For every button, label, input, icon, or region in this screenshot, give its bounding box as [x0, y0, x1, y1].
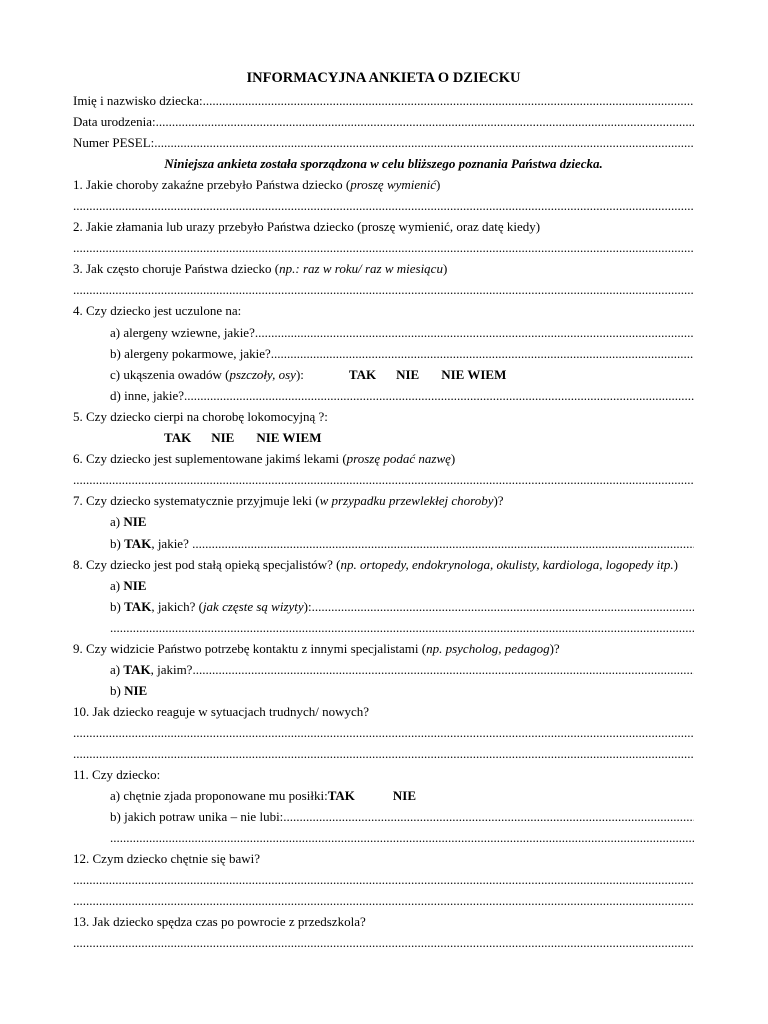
question-2-text: 2. Jakie złamania lub urazy przebyło Państwa dziecko (proszę wymienić, oraz datę kiedy): [73, 219, 541, 234]
answer-10-line-1[interactable]: [73, 724, 694, 742]
field-birth-label: Data urodzenia:: [73, 114, 156, 129]
question-4a-dots[interactable]: [255, 324, 694, 342]
answer-dots[interactable]: [73, 892, 694, 910]
question-4c-row: [110, 366, 694, 384]
question-6-close: ): [450, 451, 456, 466]
question-6-text: 6. Czy dziecko jest suplementowane jakimś lekami (: [73, 451, 347, 466]
question-9a-dots[interactable]: [192, 661, 694, 679]
question-8b-dots[interactable]: [312, 598, 694, 616]
answer-13-line[interactable]: [73, 934, 694, 952]
answer-10-line-2[interactable]: [73, 745, 694, 763]
question-4a-row[interactable]: [110, 324, 694, 342]
option-tak[interactable]: TAK: [124, 536, 152, 551]
option-nie[interactable]: NIE: [211, 430, 235, 445]
question-11b-text: b) jakich potraw unika – nie lubi:: [110, 809, 284, 824]
option-tak[interactable]: TAK: [124, 599, 152, 614]
answer-dots[interactable]: [73, 239, 694, 257]
question-11: [73, 766, 694, 784]
option-nie[interactable]: NIE: [123, 514, 147, 529]
answer-12-line-1[interactable]: [73, 871, 694, 889]
answer-6-line[interactable]: [73, 471, 694, 489]
question-8a-prefix: a): [110, 578, 121, 593]
question-4b-label: b) alergeny pokarmowe, jakie?: [110, 346, 271, 361]
question-7: [73, 492, 694, 510]
answer-3-line[interactable]: [73, 281, 694, 299]
question-11b-dots[interactable]: [283, 808, 694, 826]
option-tak[interactable]: TAK: [348, 367, 377, 382]
question-11b-row[interactable]: [110, 808, 694, 826]
question-5: [73, 408, 694, 426]
question-4b-dots[interactable]: [271, 345, 694, 363]
question-4c-text: c) ukąszenia owadów (: [110, 367, 230, 382]
intro-text: Niniejsza ankieta została sporządzona w celu bliższego poznania Państwa dziecka.: [164, 156, 603, 171]
question-4: [73, 302, 694, 320]
field-name-label: Imię i nazwisko dziecka:: [73, 93, 203, 108]
question-11a-text: a) chętnie zjada proponowane mu posiłki:: [110, 788, 328, 803]
answer-dots[interactable]: [73, 471, 694, 489]
option-nie[interactable]: NIE: [392, 788, 417, 803]
field-birth-row[interactable]: [73, 113, 694, 131]
question-4b-row[interactable]: [110, 345, 694, 363]
question-4d-row[interactable]: [110, 387, 694, 405]
field-name-row[interactable]: [73, 92, 694, 110]
question-3-text: 3. Jak często choruje Państwa dziecko (: [73, 261, 280, 276]
question-10: [73, 703, 694, 721]
page-title: INFORMACYJNA ANKIETA O DZIECKU: [246, 70, 521, 86]
option-tak[interactable]: TAK: [123, 662, 151, 677]
question-9-close: )?: [549, 641, 560, 656]
question-8-hint: np. ortopedy, endokrynologa, okulisty, kardiologa, logopedy itp.: [340, 557, 674, 572]
option-nie-wiem[interactable]: NIE WIEM: [441, 367, 507, 382]
field-pesel-row[interactable]: [73, 134, 694, 152]
question-8b-row[interactable]: [110, 598, 694, 616]
question-1-hint: proszę wymienić: [350, 177, 437, 192]
question-5-options: [164, 429, 464, 447]
question-11-text: 11. Czy dziecko:: [73, 767, 161, 782]
question-3-close: ): [442, 261, 448, 276]
answer-dots[interactable]: [110, 619, 694, 637]
field-pesel-dots[interactable]: [154, 134, 694, 152]
question-8a-row[interactable]: [110, 577, 694, 595]
answer-2-line[interactable]: [73, 239, 694, 257]
option-nie[interactable]: NIE: [123, 578, 147, 593]
question-7-close: )?: [493, 493, 504, 508]
question-9a-rest: , jakim?: [150, 662, 193, 677]
answer-dots[interactable]: [73, 197, 694, 215]
question-9a-row[interactable]: [110, 661, 694, 679]
question-9b-row[interactable]: [110, 682, 694, 700]
question-8b-rest: , jakich? (: [151, 599, 203, 614]
question-7a-row[interactable]: [110, 513, 694, 531]
answer-1-line[interactable]: [73, 197, 694, 215]
question-8-text: 8. Czy dziecko jest pod stałą opieką specjalistów? (: [73, 557, 341, 572]
question-8: [73, 556, 694, 574]
question-10-text: 10. Jak dziecko reaguje w sytuacjach trudnych/ nowych?: [73, 704, 370, 719]
question-7b-prefix: b): [110, 536, 121, 551]
option-nie[interactable]: NIE: [124, 683, 148, 698]
question-9-hint: np. psycholog, pedagog: [426, 641, 550, 656]
answer-dots[interactable]: [73, 934, 694, 952]
question-8b-hint: jak częste są wizyty: [202, 599, 304, 614]
question-1: [73, 176, 694, 194]
question-4c-hint: pszczoły, osy: [229, 367, 296, 382]
question-4-text: 4. Czy dziecko jest uczulone na:: [73, 303, 242, 318]
question-12-text: 12. Czym dziecko chętnie się bawi?: [73, 851, 260, 866]
field-pesel-label: Numer PESEL:: [73, 135, 155, 150]
question-7-hint: w przypadku przewlekłej choroby: [319, 493, 494, 508]
answer-12-line-2[interactable]: [73, 892, 694, 910]
question-1-text: 1. Jakie choroby zakaźne przebyło Państwa dziecko (: [73, 177, 351, 192]
question-7b-row[interactable]: [110, 535, 694, 553]
answer-11-line[interactable]: [110, 829, 694, 847]
question-7b-dots[interactable]: [192, 535, 694, 553]
question-9a-prefix: a): [110, 662, 121, 677]
question-5-text: 5. Czy dziecko cierpi na chorobę lokomocyjną ?:: [73, 409, 328, 424]
question-8b-prefix: b): [110, 599, 121, 614]
question-13-text: 13. Jak dziecko spędza czas po powrocie z przedszkola?: [73, 914, 366, 929]
question-4a-label: a) alergeny wziewne, jakie?: [110, 325, 255, 340]
option-tak[interactable]: TAK: [327, 788, 355, 803]
field-birth-dots[interactable]: [156, 113, 694, 131]
question-2: [73, 218, 694, 236]
question-7a-prefix: a): [110, 514, 121, 529]
question-3-hint: np.: raz w roku/ raz w miesiącu: [279, 261, 443, 276]
question-9b-prefix: b): [110, 683, 121, 698]
option-nie[interactable]: NIE: [396, 367, 420, 382]
question-9-text: 9. Czy widzicie Państwo potrzebę kontaktu z innymi specjalistami (: [73, 641, 427, 656]
question-3: [73, 260, 694, 278]
title-row: [73, 68, 694, 88]
answer-dots[interactable]: [110, 829, 694, 847]
question-13: [73, 913, 694, 931]
question-8-close: ): [673, 557, 678, 572]
question-12: [73, 850, 694, 868]
intro-row: [73, 155, 694, 173]
question-4d-label: d) inne, jakie?: [110, 388, 184, 403]
field-name-dots[interactable]: [203, 92, 694, 110]
question-6: [73, 450, 694, 468]
question-9: [73, 640, 694, 658]
question-8b-close: ):: [303, 599, 312, 614]
answer-8-line[interactable]: [110, 619, 694, 637]
answer-dots[interactable]: [73, 745, 694, 763]
answer-dots[interactable]: [73, 871, 694, 889]
question-1-close: ): [436, 177, 441, 192]
answer-dots[interactable]: [73, 281, 694, 299]
answer-dots[interactable]: [73, 724, 694, 742]
option-nie-wiem[interactable]: NIE WIEM: [256, 430, 322, 445]
question-7b-rest: , jakie?: [151, 536, 189, 551]
question-11a-row: [110, 787, 694, 805]
question-4c-close: ):: [295, 367, 304, 382]
question-6-hint: proszę podać nazwę: [346, 451, 451, 466]
option-tak[interactable]: TAK: [164, 430, 192, 445]
question-4d-dots[interactable]: [184, 387, 694, 405]
question-7-text: 7. Czy dziecko systematycznie przyjmuje leki (: [73, 493, 320, 508]
